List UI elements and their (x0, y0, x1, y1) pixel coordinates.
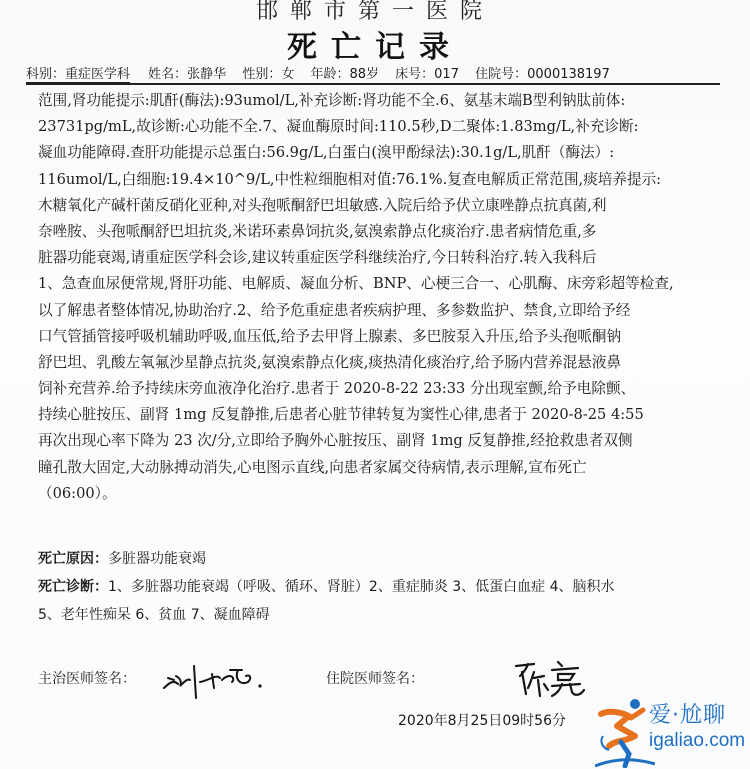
body-line: 凝血功能障碍.查肝功能提示总蛋白:56.9g/L,白蛋白(溴甲酚绿法):30.1g/L,肌酐（酶法）: (38, 144, 615, 162)
death-cause-label: 死亡原因： (38, 551, 108, 567)
department-field: 科别：重症医学科 (26, 63, 130, 83)
resident-signature-label: 住院医师签名： (326, 671, 424, 687)
death-diagnosis-line2: 5、老年性痴呆 6、贫血 7、凝血障碍 (38, 607, 270, 623)
death-diagnosis-continued (38, 604, 270, 624)
age-field: 年龄：88岁 (310, 67, 380, 82)
body-line: 以了解患者整体情况,协助治疗.2、给予危重症患者疾病护理、多参数监护、禁食,立即给予经 (38, 301, 631, 319)
body-line: 口气管插管接呼吸机辅助呼吸,血压低,给予去甲肾上腺素、多巴胺泵入升压,给予头孢哌酮钠 (38, 327, 622, 345)
bed-field: 床号：017 (395, 67, 459, 82)
body-line: （06:00）。 (38, 484, 117, 502)
patient-name-field: 姓名：张静华 (148, 67, 227, 82)
gender-field: 性别：女 (242, 67, 295, 82)
document-title: 死亡记录 (287, 30, 463, 65)
patient-info-row (26, 63, 720, 85)
running-figure-logo-icon (595, 696, 655, 768)
hospital-name: 邯郸市第一医院 (255, 0, 494, 24)
body-line: 116umol/L,白细胞:19.4×10^9/L,中性粒细胞相对值:76.1%.复查电解质正常范围,痰培养提示: (38, 170, 662, 188)
death-cause-value: 多脏器功能衰竭 (108, 551, 206, 567)
watermark-domain-text: igaliao.com (649, 730, 746, 751)
body-line: 木糖氧化产碱杆菌反硝化亚种,对头孢哌酮舒巴坦敏感.入院后给予伏立康唑静点抗真菌,利 (38, 196, 607, 214)
resident-signature-icon (512, 658, 602, 700)
attending-signature-label: 主治医师签名： (38, 671, 136, 687)
body-line: 持续心脏按压、副肾 1mg 反复静推,后患者心脏节律转复为窦性心律,患者于 2020-8-25 4:55 (38, 406, 644, 424)
admission-number-field: 住院号：0000138197 (475, 67, 610, 82)
body-line: 1、急查血尿便常规,肾肝功能、电解质、凝血分析、BNP、心梗三合一、心肌酶、床旁彩超等检查, (38, 275, 674, 293)
body-line: 23731pg/mL,故诊断:心功能不全.7、凝血酶原时间:110.5秒,D二聚体:1.83mg/L,补充诊断: (38, 118, 639, 136)
death-cause (38, 548, 206, 568)
body-line: 再次出现心率下降为 23 次/分,立即给予胸外心脏按压、副肾 1mg 反复静推,经抢救患者双侧 (38, 432, 633, 450)
death-diagnosis-line1: 1、多脏器功能衰竭（呼吸、循环、肾脏）2、重症肺炎 3、低蛋白血症 4、脑积水 (108, 579, 615, 595)
death-diagnosis-label: 死亡诊断： (38, 579, 108, 595)
death-diagnosis (38, 576, 615, 596)
site-watermark (595, 696, 750, 766)
body-line: 饲补充营养.给予持续床旁血液净化治疗.患者于 2020-8-22 23:33 分出现室颤,给予电除颤、 (38, 380, 636, 398)
record-datetime: 2020年8月25日09时56分 (398, 713, 566, 729)
body-line: 瞳孔散大固定,大动脉搏动消失,心电图示直线,向患者家属交待病情,表示理解,宣布死亡 (38, 458, 587, 476)
body-line: 脏器功能衰竭,请重症医学科会诊,建议转重症医学科继续治疗,今日转科治疗.转入我科后 (38, 249, 597, 267)
body-line: 舒巴坦、乳酸左氧氟沙星静点抗炎,氨溴索静点化痰,痰热清化痰治疗,给予肠内营养混悬液鼻 (38, 353, 622, 371)
watermark-chinese-text: 爱·尬聊 (649, 703, 726, 728)
clinical-course-text (38, 88, 728, 507)
body-line: 奈唑胺、头孢哌酮舒巴坦抗炎,米诺环素鼻饲抗炎,氨溴索静点化痰治疗.患者病情危重,多 (38, 222, 597, 240)
body-line: 范围,肾功能提示:肌酐(酶法):93umol/L,补充诊断:肾功能不全.6、氨基末端B型利钠肽前体: (38, 92, 626, 109)
attending-signature-icon (160, 660, 280, 700)
